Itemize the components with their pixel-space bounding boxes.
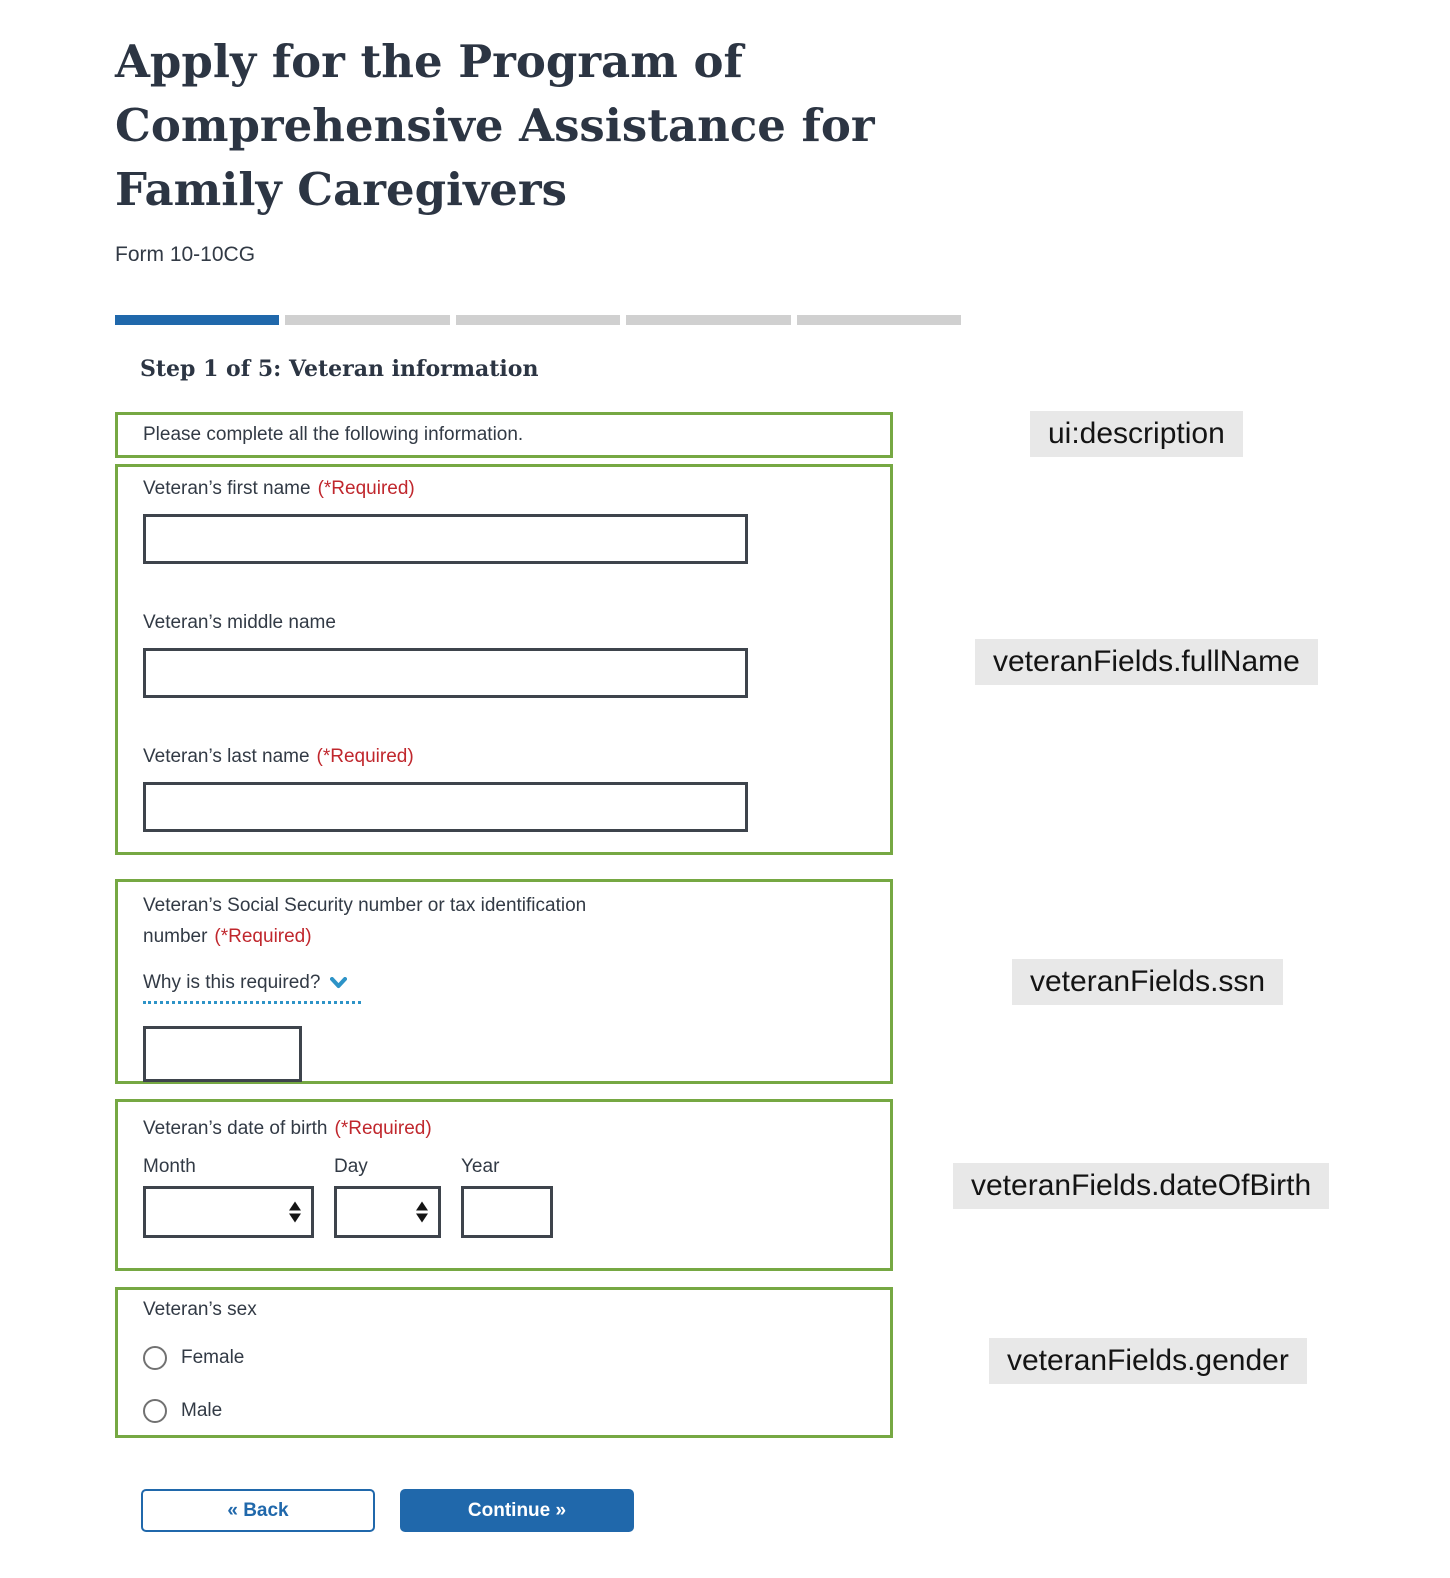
day-select[interactable] — [334, 1186, 441, 1238]
dob-label: Veteran’s date of birth — [143, 1118, 328, 1139]
why-required-link-text: Why is this required? — [143, 972, 321, 993]
page-title-line: Apply for the Program of — [115, 35, 743, 88]
required-indicator: (*Required) — [316, 746, 414, 767]
continue-button[interactable]: Continue » — [400, 1489, 634, 1532]
page-title-line: Comprehensive Assistance for — [115, 99, 875, 152]
sex-option-male — [143, 1397, 865, 1425]
last-name-label: Veteran’s last name — [143, 746, 310, 767]
description-box — [115, 412, 893, 458]
progress-segment — [797, 315, 961, 325]
annotation-ssn: veteranFields.ssn — [1012, 959, 1283, 1005]
date-of-birth-fieldset — [115, 1099, 893, 1271]
sex-fieldset — [115, 1287, 893, 1438]
dob-year-column — [461, 1156, 553, 1238]
ssn-label — [143, 890, 663, 952]
annotation-fullname: veteranFields.fullName — [975, 639, 1318, 685]
chevron-down-icon — [330, 977, 347, 989]
annotation-gender: veteranFields.gender — [989, 1338, 1307, 1384]
last-name-input[interactable] — [143, 782, 748, 832]
ssn-input[interactable] — [143, 1026, 302, 1082]
annotation-ui-description: ui:description — [1030, 411, 1243, 457]
why-required-link[interactable] — [143, 972, 361, 1004]
sex-option-female — [143, 1344, 865, 1372]
annotation-dateofbirth: veteranFields.dateOfBirth — [953, 1163, 1329, 1209]
progress-bar — [115, 315, 961, 325]
required-indicator: (*Required) — [317, 478, 415, 499]
first-name-label: Veteran’s first name — [143, 478, 311, 499]
female-radio-label[interactable]: Female — [181, 1347, 245, 1368]
first-name-input[interactable] — [143, 514, 748, 564]
required-indicator: (*Required) — [214, 926, 312, 947]
form-description: Please complete all the following information. — [143, 424, 524, 445]
day-label: Day — [334, 1156, 368, 1177]
first-name-field — [143, 478, 865, 564]
progress-segment — [626, 315, 790, 325]
progress-segment — [285, 315, 449, 325]
male-radio[interactable] — [143, 1399, 167, 1423]
required-indicator: (*Required) — [334, 1118, 432, 1139]
page-title — [115, 30, 1015, 222]
progress-segment — [456, 315, 620, 325]
last-name-field — [143, 746, 865, 832]
step-heading: Step 1 of 5: Veteran information — [140, 356, 539, 382]
ssn-fieldset — [115, 879, 893, 1084]
form-number: Form 10-10CG — [115, 243, 256, 266]
select-spinner-icon — [416, 1202, 428, 1223]
year-input[interactable] — [461, 1186, 553, 1238]
year-label: Year — [461, 1156, 500, 1177]
month-label: Month — [143, 1156, 196, 1177]
dob-controls-row — [143, 1156, 865, 1238]
middle-name-label: Veteran’s middle name — [143, 612, 336, 633]
dob-month-column — [143, 1156, 314, 1238]
month-select[interactable] — [143, 1186, 314, 1238]
middle-name-input[interactable] — [143, 648, 748, 698]
back-button[interactable]: « Back — [141, 1489, 375, 1532]
progress-segment-current — [115, 315, 279, 325]
male-radio-label[interactable]: Male — [181, 1400, 223, 1421]
female-radio[interactable] — [143, 1346, 167, 1370]
middle-name-field — [143, 612, 865, 698]
full-name-fieldset — [115, 464, 893, 855]
dob-day-column — [334, 1156, 441, 1238]
select-spinner-icon — [289, 1202, 301, 1223]
sex-label: Veteran’s sex — [143, 1299, 257, 1320]
page-title-line: Family Caregivers — [115, 163, 567, 216]
ssn-label-text: Veteran’s Social Security number or tax identification number — [143, 895, 587, 947]
